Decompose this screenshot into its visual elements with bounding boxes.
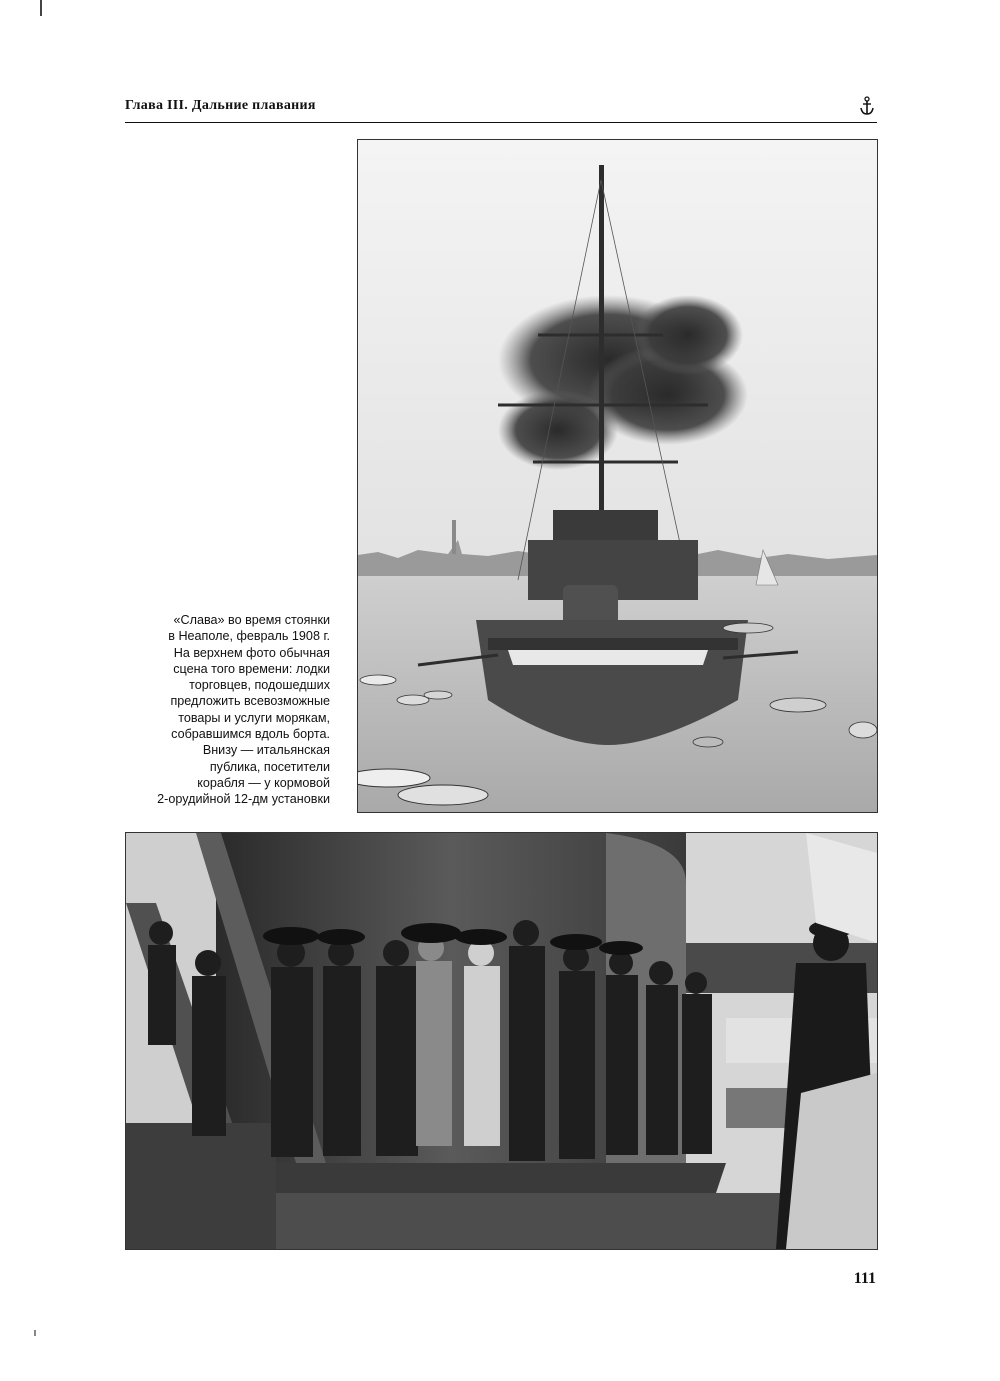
- chapter-title: Глава III. Дальние плавания: [125, 98, 316, 113]
- caption-line: предложить всевозможные: [170, 694, 330, 709]
- caption-line: «Слава» во время стоянки: [173, 613, 330, 627]
- caption-line: товары и услуги морякам,: [178, 710, 330, 725]
- caption-line: торговцев, подошедших: [189, 678, 330, 693]
- caption-line: собравшимся вдоль борта.: [171, 727, 330, 742]
- photo-visitors-turret: [125, 832, 878, 1250]
- page-number: 111: [853, 1270, 876, 1287]
- caption-line: в Неаполе, февраль 1908 г.: [168, 629, 330, 644]
- visitors-turret-image: [126, 833, 877, 1249]
- caption-line: сцена того времени: лодки: [173, 661, 330, 676]
- running-header: [125, 96, 877, 123]
- caption-line: Внизу — итальянская: [202, 743, 330, 758]
- crop-mark-top: [40, 0, 42, 16]
- caption-line: 2-орудийной 12-дм установки: [157, 792, 330, 807]
- caption-line: публика, посетители: [209, 759, 330, 774]
- battleship-harbor-image: [358, 140, 877, 812]
- caption-line: На верхнем фото обычная: [173, 645, 330, 660]
- caption-line: корабля — у кормовой: [197, 775, 330, 790]
- photo-caption: [120, 612, 330, 808]
- photo-battleship-harbor: [357, 139, 878, 813]
- anchor-icon: [859, 96, 875, 116]
- crop-mark-bottom: [34, 1330, 36, 1336]
